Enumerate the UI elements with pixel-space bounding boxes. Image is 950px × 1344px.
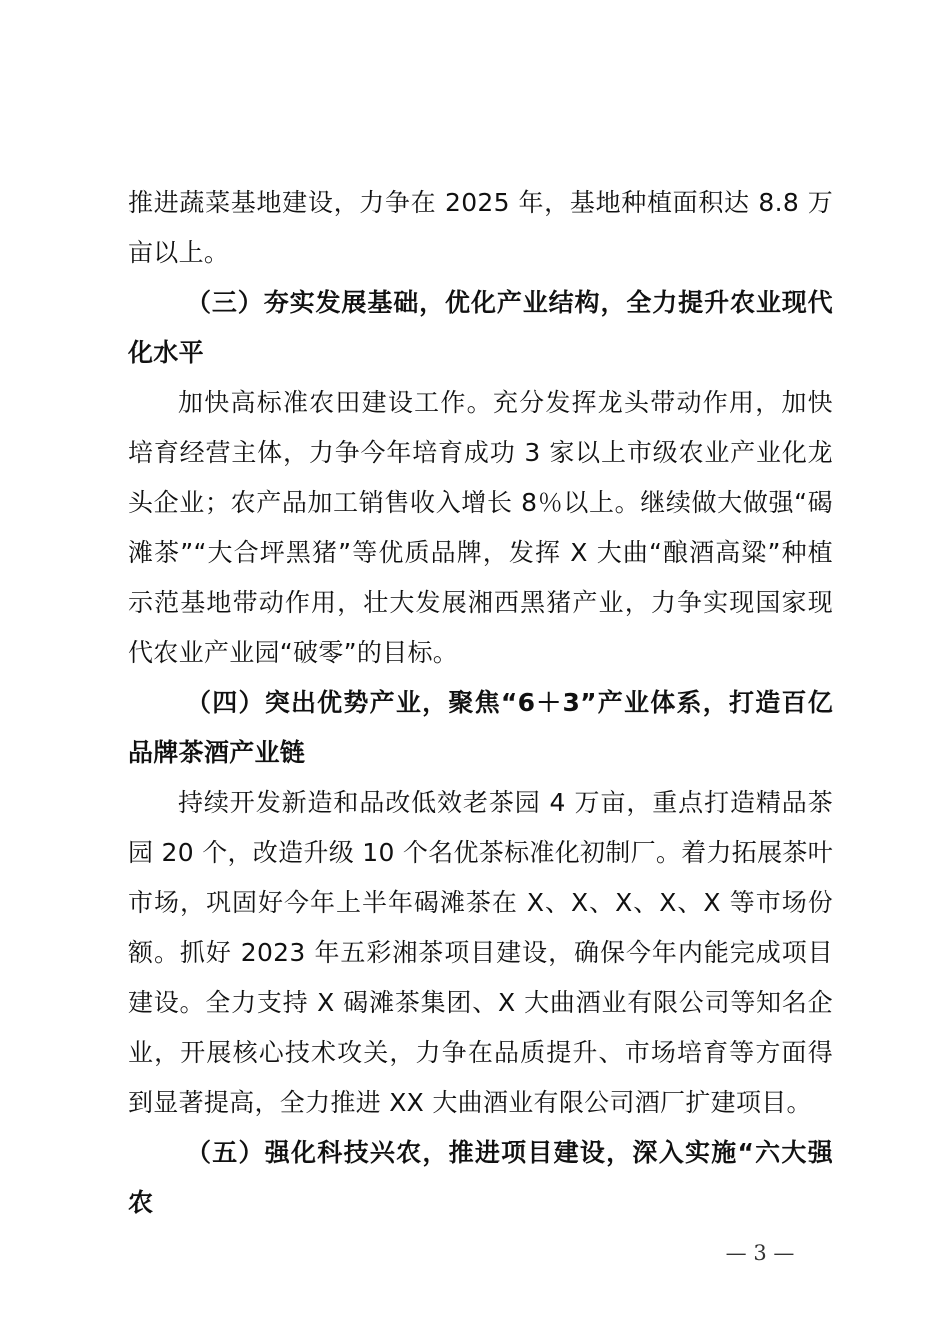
section-heading-3: （三）夯实发展基础，优化产业结构，全力提升农业现代化水平 [128,288,833,367]
continued-paragraph: 推进蔬菜基地建设，力争在 2025 年，基地种植面积达 8.8 万亩以上。 [128,188,833,267]
section-heading-5: （五）强化科技兴农，推进项目建设，深入实施“六大强农 [128,1138,833,1217]
page-number: — 3 — [725,1241,795,1265]
body-paragraph-tea-wine: 持续开发新造和品改低效老茶园 4 万亩，重点打造精品茶园 20 个，改造升级 10 个名优茶标准化初制厂。着力拓展茶叶市场，巩固好今年上半年碣滩茶在 X、X、X、X、X 等市场份额。抓好 2023 年五彩湘茶项目建设，确保今年内能完成项目建设。全力支持 X 碣滩茶集团、X 大曲酒业有限公司等知名企业，开展核心技术攻关，力争在品质提升、市场培育等方面得到显著提高，全力推进 XX 大曲酒业有限公司酒厂扩建项目。 [128,788,834,1117]
body-paragraph-farmland: 加快高标准农田建设工作。充分发挥龙头带动作用，加快培育经营主体，力争今年培育成功 3 家以上市级农业产业化龙头企业；农产品加工销售收入增长 8％以上。继续做大做强“碣滩茶”“大合坪黑猪”等优质品牌，发挥 X 大曲“酿酒高粱”种植示范基地带动作用，壮大发展湘西黑猪产业，力争实现国家现代农业产业园“破零”的目标。 [128,388,833,667]
document-body [128,178,833,1228]
section-heading-4: （四）突出优势产业，聚焦“6＋3”产业体系，打造百亿品牌茶酒产业链 [128,688,833,767]
